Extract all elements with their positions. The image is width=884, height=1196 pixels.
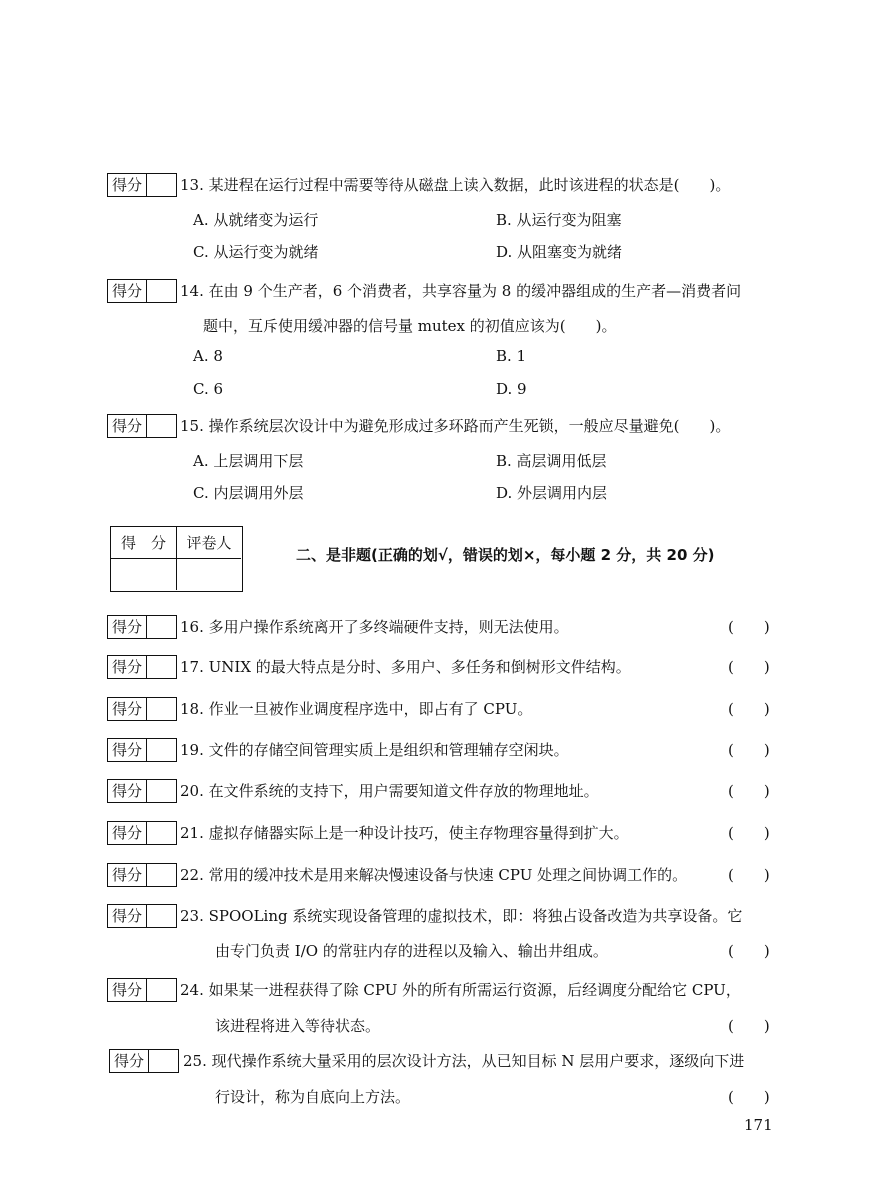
q15-option-d: D. 外层调用内层 (496, 484, 608, 502)
score-label: 得分 (108, 905, 147, 927)
answer-paren[interactable]: ( ) (728, 1088, 770, 1106)
q13-option-b: B. 从运行变为阻塞 (496, 211, 622, 229)
score-label: 得分 (108, 280, 147, 302)
score-blank[interactable] (147, 739, 176, 761)
q13-option-c: C. 从运行变为就绪 (193, 243, 319, 261)
q15-option-b: B. 高层调用低层 (496, 452, 607, 470)
score-box (107, 414, 177, 438)
table-score-cell[interactable] (111, 559, 177, 590)
page-number: 171 (744, 1116, 773, 1134)
score-blank[interactable] (147, 616, 176, 638)
question-25: 25. 现代操作系统大量采用的层次设计方法，从已知目标 N 层用户要求，逐级向下进 (183, 1052, 745, 1070)
question-18: 18. 作业一旦被作业调度程序选中，即占有了 CPU。 (180, 700, 533, 718)
answer-paren[interactable]: ( ) (728, 741, 770, 759)
question-23: 23. SPOOLing 系统实现设备管理的虚拟技术，即：将独占设备改造为共享设备。它 (180, 907, 743, 925)
question-14-cont: 题中，互斥使用缓冲器的信号量 mutex 的初值应该为( )。 (203, 317, 617, 335)
answer-paren[interactable]: ( ) (728, 866, 770, 884)
table-score-header: 得 分 (111, 527, 177, 559)
score-box (107, 904, 177, 928)
score-label: 得分 (108, 656, 147, 678)
question-23-cont: 由专门负责 I/O 的常驻内存的进程以及输入、输出井组成。 (215, 942, 608, 960)
answer-paren[interactable]: ( ) (728, 942, 770, 960)
score-blank[interactable] (147, 698, 176, 720)
q14-option-c: C. 6 (193, 380, 224, 398)
q15-option-c: C. 内层调用外层 (193, 484, 304, 502)
score-label: 得分 (108, 174, 147, 196)
score-blank[interactable] (147, 780, 176, 802)
score-label: 得分 (108, 616, 147, 638)
score-box (107, 738, 177, 762)
score-box (107, 173, 177, 197)
score-blank[interactable] (147, 979, 176, 1001)
score-label: 得分 (108, 822, 147, 844)
score-box (107, 978, 177, 1002)
score-box (107, 615, 177, 639)
score-label: 得分 (108, 780, 147, 802)
question-15: 15. 操作系统层次设计中为避免形成过多环路而产生死锁，一般应尽量避免( )。 (180, 417, 731, 435)
score-label: 得分 (108, 415, 147, 437)
score-box (109, 1049, 179, 1073)
score-blank[interactable] (147, 415, 176, 437)
score-blank[interactable] (147, 656, 176, 678)
score-blank[interactable] (149, 1050, 178, 1072)
score-box (107, 279, 177, 303)
score-blank[interactable] (147, 864, 176, 886)
question-16: 16. 多用户操作系统离开了多终端硬件支持，则无法使用。 (180, 618, 569, 636)
score-label: 得分 (110, 1050, 149, 1072)
score-box (107, 821, 177, 845)
score-label: 得分 (108, 979, 147, 1001)
question-19: 19. 文件的存储空间管理实质上是组织和管理辅存空闲块。 (180, 741, 569, 759)
q14-option-d: D. 9 (496, 380, 527, 398)
score-blank[interactable] (147, 822, 176, 844)
question-17: 17. UNIX 的最大特点是分时、多用户、多任务和倒树形文件结构。 (180, 658, 631, 676)
question-24: 24. 如果某一进程获得了除 CPU 外的所有所需运行资源，后经调度分配给它 CPU， (180, 981, 741, 999)
score-box (107, 779, 177, 803)
q13-option-d: D. 从阻塞变为就绪 (496, 243, 623, 261)
score-blank[interactable] (147, 174, 176, 196)
answer-paren[interactable]: ( ) (728, 618, 770, 636)
answer-paren[interactable]: ( ) (728, 782, 770, 800)
score-label: 得分 (108, 698, 147, 720)
table-grader-header: 评卷人 (177, 527, 241, 559)
question-13: 13. 某进程在运行过程中需要等待从磁盘上读入数据，此时该进程的状态是( )。 (180, 176, 731, 194)
q13-option-a: A. 从就绪变为运行 (193, 211, 319, 229)
score-box (107, 697, 177, 721)
score-blank[interactable] (147, 280, 176, 302)
question-14: 14. 在由 9 个生产者，6 个消费者，共享容量为 8 的缓冲器组成的生产者—消费者问 (180, 282, 742, 300)
score-label: 得分 (108, 739, 147, 761)
question-24-cont: 该进程将进入等待状态。 (215, 1017, 381, 1035)
answer-paren[interactable]: ( ) (728, 658, 770, 676)
score-box (107, 863, 177, 887)
score-label: 得分 (108, 864, 147, 886)
section-score-table (110, 526, 243, 592)
question-20: 20. 在文件系统的支持下，用户需要知道文件存放的物理地址。 (180, 782, 599, 800)
q14-option-a: A. 8 (193, 347, 223, 365)
q15-option-a: A. 上层调用下层 (193, 452, 304, 470)
question-22: 22. 常用的缓冲技术是用来解决慢速设备与快速 CPU 处理之间协调工作的。 (180, 866, 688, 884)
q14-option-b: B. 1 (496, 347, 527, 365)
score-blank[interactable] (147, 905, 176, 927)
answer-paren[interactable]: ( ) (728, 824, 770, 842)
table-grader-cell[interactable] (177, 559, 241, 590)
section-2-title: 二、是非题(正确的划√，错误的划×，每小题 2 分，共 20 分) (296, 546, 715, 564)
score-box (107, 655, 177, 679)
answer-paren[interactable]: ( ) (728, 700, 770, 718)
answer-paren[interactable]: ( ) (728, 1017, 770, 1035)
question-21: 21. 虚拟存储器实际上是一种设计技巧，使主存物理容量得到扩大。 (180, 824, 629, 842)
question-25-cont: 行设计，称为自底向上方法。 (215, 1088, 411, 1106)
